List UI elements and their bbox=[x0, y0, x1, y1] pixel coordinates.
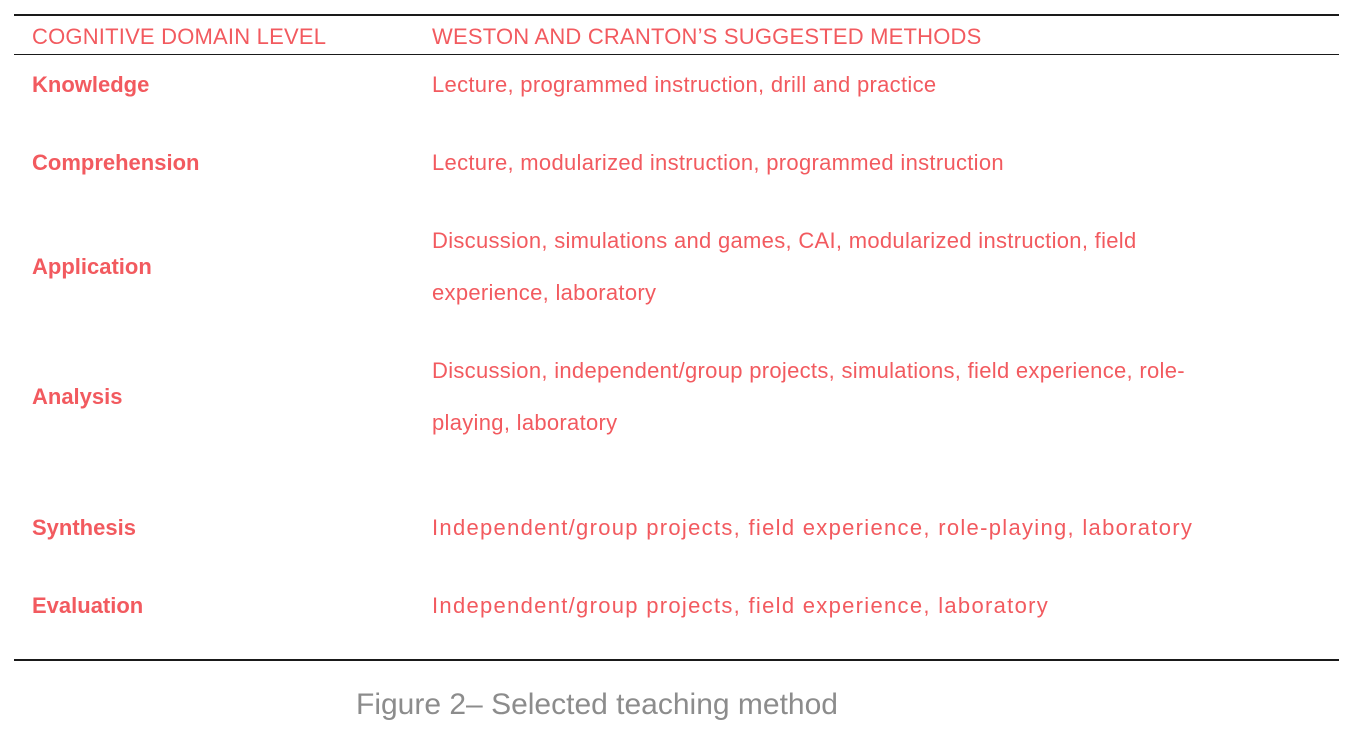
row-methods-application bbox=[432, 215, 1312, 319]
methods-line: Independent/group projects, field experience, role-playing, laboratory bbox=[432, 515, 1194, 540]
figure-caption: Figure 2– Selected teaching method bbox=[356, 688, 838, 721]
row-level-knowledge: Knowledge bbox=[32, 72, 150, 97]
methods-line: playing, laboratory bbox=[432, 410, 618, 435]
methods-line: Independent/group projects, field experience, laboratory bbox=[432, 593, 1050, 618]
header-rule bbox=[14, 54, 1339, 55]
methods-line: Lecture, programmed instruction, drill and practice bbox=[432, 72, 937, 97]
column-header-methods: WESTON AND CRANTON’S SUGGESTED METHODS bbox=[432, 24, 982, 49]
methods-line: Discussion, independent/group projects, simulations, field experience, role- bbox=[432, 358, 1185, 383]
row-methods-synthesis bbox=[432, 502, 1312, 554]
row-methods-evaluation bbox=[432, 580, 1312, 632]
row-methods-knowledge bbox=[432, 59, 1312, 111]
methods-line: Discussion, simulations and games, CAI, modularized instruction, field bbox=[432, 228, 1137, 253]
table-top-rule bbox=[14, 14, 1339, 16]
row-level-synthesis: Synthesis bbox=[32, 515, 136, 540]
row-methods-analysis bbox=[432, 345, 1312, 449]
row-level-comprehension: Comprehension bbox=[32, 150, 200, 175]
row-level-analysis: Analysis bbox=[32, 384, 123, 409]
row-methods-comprehension bbox=[432, 137, 1312, 189]
column-header-level: COGNITIVE DOMAIN LEVEL bbox=[32, 24, 327, 49]
methods-line: Lecture, modularized instruction, programmed instruction bbox=[432, 150, 1004, 175]
row-level-application: Application bbox=[32, 254, 152, 279]
row-level-evaluation: Evaluation bbox=[32, 593, 144, 618]
table-bottom-rule bbox=[14, 659, 1339, 661]
methods-line: experience, laboratory bbox=[432, 280, 657, 305]
